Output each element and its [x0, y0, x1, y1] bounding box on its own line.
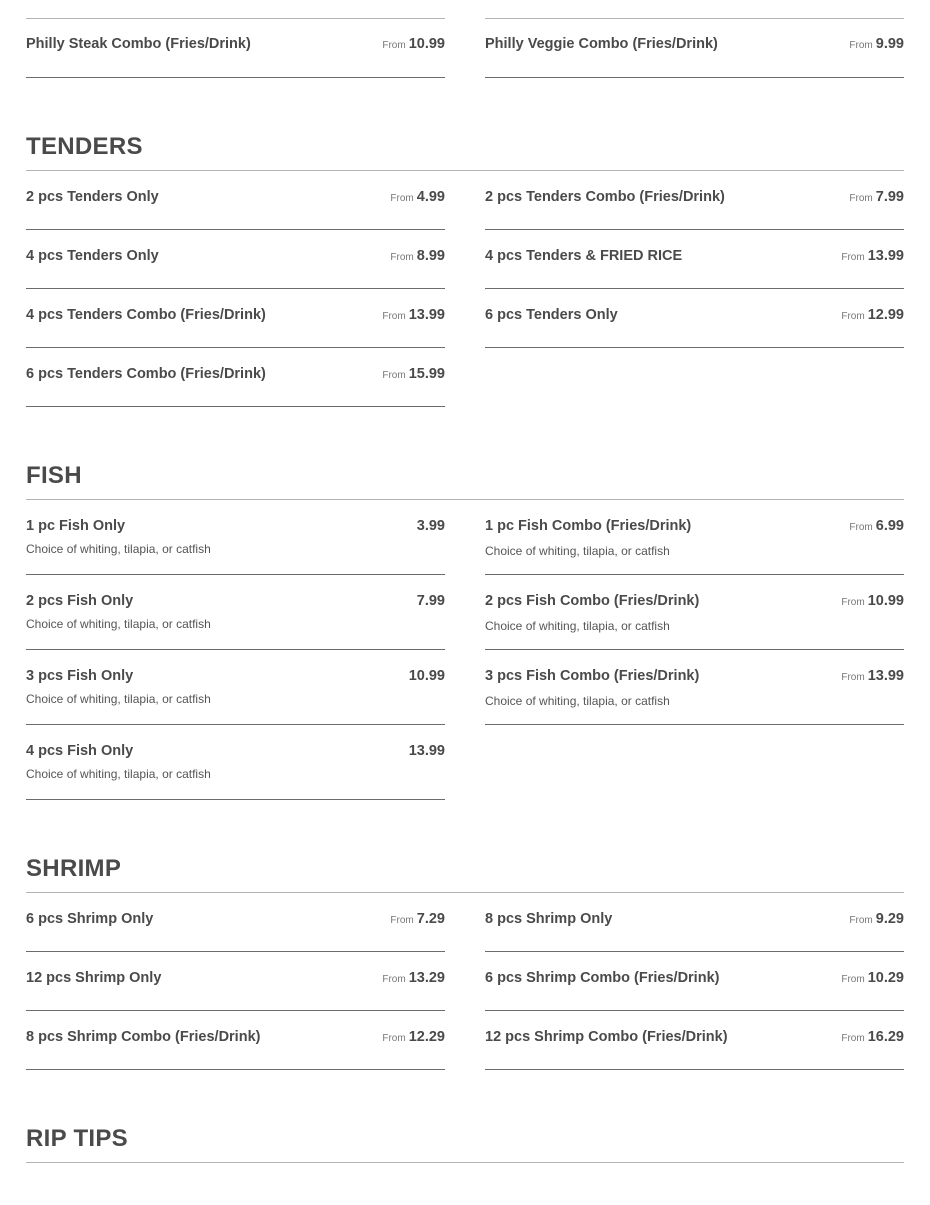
- menu-item[interactable]: [485, 289, 904, 348]
- price-value: 7.29: [416, 911, 445, 927]
- menu-item-description: Choice of whiting, tilapia, or catfish: [485, 619, 670, 633]
- menu-item-name: 4 pcs Fish Only: [26, 743, 134, 759]
- menu-item[interactable]: [485, 18, 904, 78]
- price-from-label: From: [841, 1033, 865, 1044]
- menu-item-price: [382, 1029, 445, 1045]
- price-from-label: From: [390, 193, 414, 204]
- price-value: 10.99: [867, 593, 904, 609]
- price-value: 16.29: [867, 1029, 904, 1045]
- menu-item-description: Choice of whiting, tilapia, or catfish: [26, 767, 211, 781]
- price-value: 13.99: [408, 307, 445, 323]
- section-title: RIP TIPS: [26, 1125, 904, 1163]
- menu-item[interactable]: [26, 500, 445, 575]
- menu-item-name: 2 pcs Fish Combo (Fries/Drink): [485, 593, 700, 609]
- price-value: 9.99: [875, 36, 904, 52]
- price-value: 15.99: [408, 366, 445, 382]
- menu-item[interactable]: [485, 575, 904, 650]
- menu-item-name: 8 pcs Shrimp Combo (Fries/Drink): [26, 1029, 261, 1045]
- menu-item-price: [409, 743, 445, 759]
- menu-item-price: [382, 36, 445, 52]
- price-value: 4.99: [416, 189, 445, 205]
- price-value: 6.99: [875, 518, 904, 534]
- price-value: 3.99: [416, 518, 445, 534]
- menu-item[interactable]: [26, 348, 445, 407]
- menu-item-name: 12 pcs Shrimp Only: [26, 970, 162, 986]
- menu-section-fish: [26, 462, 904, 800]
- price-value: 10.99: [408, 668, 445, 684]
- menu-item-price: [841, 1029, 904, 1045]
- menu-item-price: [390, 248, 445, 264]
- price-value: 12.99: [867, 307, 904, 323]
- menu-item-name: 6 pcs Shrimp Combo (Fries/Drink): [485, 970, 720, 986]
- menu-item[interactable]: [485, 952, 904, 1011]
- menu-item-name: 4 pcs Tenders Only: [26, 248, 159, 264]
- menu-item-name: 6 pcs Tenders Only: [485, 307, 618, 323]
- price-value: 13.29: [408, 970, 445, 986]
- menu-item[interactable]: [485, 650, 904, 725]
- menu-item-price: [849, 189, 904, 205]
- menu-item[interactable]: [26, 230, 445, 289]
- menu-item-name: 2 pcs Tenders Combo (Fries/Drink): [485, 189, 725, 205]
- menu-item-price: [382, 366, 445, 382]
- menu-item-price: [849, 36, 904, 52]
- menu-item-price: [382, 970, 445, 986]
- menu-item[interactable]: [26, 289, 445, 348]
- menu-item-price: [841, 668, 904, 684]
- price-from-label: From: [390, 915, 414, 926]
- menu-item-price: [841, 307, 904, 323]
- menu-item[interactable]: [26, 18, 445, 78]
- menu-item-price: [417, 593, 445, 609]
- menu-item-name: 3 pcs Fish Combo (Fries/Drink): [485, 668, 700, 684]
- menu-item-price: [417, 518, 445, 534]
- menu-item-name: 1 pc Fish Only: [26, 518, 126, 534]
- price-value: 13.99: [408, 743, 445, 759]
- menu-item-name: 2 pcs Tenders Only: [26, 189, 159, 205]
- menu-item-price: [409, 668, 445, 684]
- menu-item-name: 3 pcs Fish Only: [26, 668, 134, 684]
- price-from-label: From: [849, 193, 873, 204]
- menu-item-name: 8 pcs Shrimp Only: [485, 911, 613, 927]
- menu-item[interactable]: [485, 230, 904, 289]
- menu-item-description: Choice of whiting, tilapia, or catfish: [485, 694, 670, 708]
- menu-item-name: 4 pcs Tenders Combo (Fries/Drink): [26, 307, 266, 323]
- price-value: 10.29: [867, 970, 904, 986]
- menu-item-description: Choice of whiting, tilapia, or catfish: [485, 544, 670, 558]
- section-title: SHRIMP: [26, 855, 904, 893]
- price-from-label: From: [382, 1033, 406, 1044]
- menu-section-top: [26, 0, 904, 78]
- menu-item[interactable]: [26, 650, 445, 725]
- price-from-label: From: [841, 672, 865, 683]
- menu-item[interactable]: [26, 893, 445, 952]
- menu-section-tenders: [26, 133, 904, 407]
- menu-item-name: Philly Veggie Combo (Fries/Drink): [485, 36, 718, 52]
- price-from-label: From: [849, 40, 873, 51]
- price-value: 10.99: [408, 36, 445, 52]
- menu-section-rip-tips: [26, 1125, 904, 1163]
- menu-item-description: Choice of whiting, tilapia, or catfish: [26, 617, 211, 631]
- price-value: 9.29: [875, 911, 904, 927]
- menu-item-name: 12 pcs Shrimp Combo (Fries/Drink): [485, 1029, 728, 1045]
- menu-item-name: 6 pcs Tenders Combo (Fries/Drink): [26, 366, 266, 382]
- menu-item-price: [841, 970, 904, 986]
- price-from-label: From: [841, 974, 865, 985]
- price-from-label: From: [841, 252, 865, 263]
- menu-item-price: [849, 911, 904, 927]
- price-from-label: From: [849, 522, 873, 533]
- menu-item-description: Choice of whiting, tilapia, or catfish: [26, 692, 211, 706]
- menu-item-name: 6 pcs Shrimp Only: [26, 911, 154, 927]
- price-value: 7.99: [416, 593, 445, 609]
- menu-item[interactable]: [485, 893, 904, 952]
- menu-item[interactable]: [485, 500, 904, 575]
- menu-item-name: 1 pc Fish Combo (Fries/Drink): [485, 518, 692, 534]
- price-from-label: From: [849, 915, 873, 926]
- price-from-label: From: [382, 40, 406, 51]
- menu-item-price: [390, 911, 445, 927]
- menu-item[interactable]: [26, 952, 445, 1011]
- menu-item-price: [390, 189, 445, 205]
- menu-section-shrimp: [26, 855, 904, 1070]
- price-value: 7.99: [875, 189, 904, 205]
- price-from-label: From: [841, 597, 865, 608]
- menu-item[interactable]: [485, 171, 904, 230]
- price-value: 13.99: [867, 248, 904, 264]
- menu-item-description: Choice of whiting, tilapia, or catfish: [26, 542, 211, 556]
- menu-item[interactable]: [485, 1011, 904, 1070]
- section-title: FISH: [26, 462, 904, 500]
- menu-item-price: [382, 307, 445, 323]
- price-from-label: From: [841, 311, 865, 322]
- section-title: TENDERS: [26, 133, 904, 171]
- menu-item[interactable]: [26, 171, 445, 230]
- price-from-label: From: [390, 252, 414, 263]
- menu-item-price: [849, 518, 904, 534]
- menu-item-name: Philly Steak Combo (Fries/Drink): [26, 36, 251, 52]
- price-from-label: From: [382, 370, 406, 381]
- price-from-label: From: [382, 311, 406, 322]
- price-value: 12.29: [408, 1029, 445, 1045]
- menu-item[interactable]: [26, 725, 445, 800]
- menu-item-name: 2 pcs Fish Only: [26, 593, 134, 609]
- price-value: 8.99: [416, 248, 445, 264]
- menu-item-price: [841, 248, 904, 264]
- menu-item[interactable]: [26, 575, 445, 650]
- price-value: 13.99: [867, 668, 904, 684]
- price-from-label: From: [382, 974, 406, 985]
- menu-item-price: [841, 593, 904, 609]
- menu-item[interactable]: [26, 1011, 445, 1070]
- menu-item-name: 4 pcs Tenders & FRIED RICE: [485, 248, 683, 264]
